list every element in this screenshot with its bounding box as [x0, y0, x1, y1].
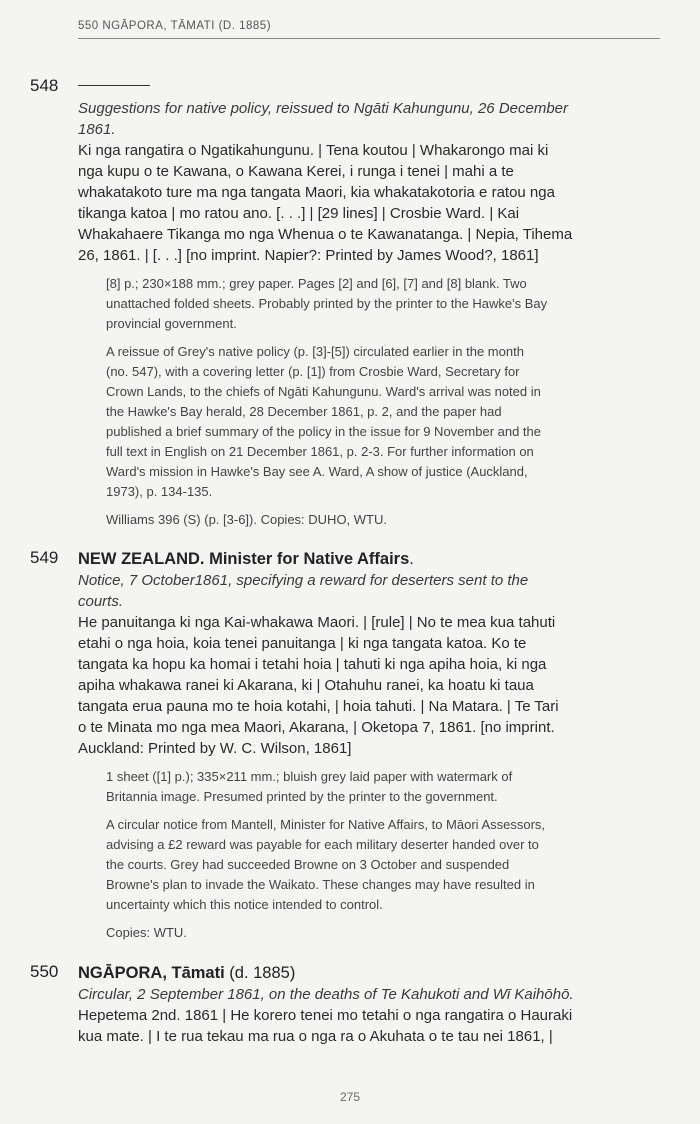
entry-note: the Hawke's Bay herald, 28 December 1861, p. 2, and the paper had [106, 404, 502, 419]
entry-note: the courts. Grey had succeeded Browne on 3 October and suspended [106, 857, 510, 872]
entry-text: nga kupu o te Kawana, o Kawana Kerei, i runga i tenei | mahi a te [78, 163, 514, 180]
entry-text: Hepetema 2nd. 1861 | He korero tenei mo tetahi o nga rangatira o Hauraki [78, 1007, 573, 1024]
entry-text: apiha whakawa ranei ki Akarana, ki | Otahuhu ranei, ka hoatu ki taua [78, 677, 534, 694]
entry-heading-name: NGĀPORA, Tāmati [78, 964, 225, 982]
page-number: 275 [339, 1090, 361, 1104]
entry-dash [78, 76, 660, 98]
entry-note: Williams 396 (S) (p. [3-6]). Copies: DUHO, WTU. [106, 512, 387, 527]
entry-heading-name: NEW ZEALAND. Minister for Native Affairs [78, 550, 410, 568]
entry-title: courts. [78, 593, 124, 610]
entry-note: A reissue of Grey's native policy (p. [3]-[5]) circulated earlier in the month [106, 344, 524, 359]
running-head: 550 NGĀPORA, TĀMATI (D. 1885) [78, 20, 660, 39]
entry-note: Copies: WTU. [106, 925, 187, 940]
entry-note: advising a £2 reward was payable for each military deserter handed over to [106, 837, 539, 852]
entry-heading [78, 962, 660, 984]
entry-title: Suggestions for native policy, reissued to Ngāti Kahungunu, 26 December [78, 100, 569, 117]
entry-note: provincial government. [106, 316, 237, 331]
entry-note: A circular notice from Mantell, Minister for Native Affairs, to Māori Assessors, [106, 817, 546, 832]
entry-note: Crown Lands, to the chiefs of Ngāti Kahungunu. Ward's arrival was noted in [106, 384, 541, 399]
entry-note: published a brief summary of the policy in the issue for 9 November and the [106, 424, 542, 439]
entry-note: uncertainty which this notice intended to control. [106, 897, 383, 912]
entry-note: [8] p.; 230×188 mm.; grey paper. Pages [2] and [6], [7] and [8] blank. Two [106, 276, 527, 291]
entry-note: 1973), p. 134-135. [106, 484, 213, 499]
entry-note: Britannia image. Presumed printed by the printer to the government. [106, 789, 498, 804]
entry-text: Whakahaere Tikanga mo nga Whenua o te Kawanatanga. | Nepia, Tihema [78, 226, 573, 243]
entry-text: kua mate. | I te rua tekau ma rua o nga ra o Akuhata o te tau nei 1861, | [78, 1028, 553, 1045]
entry-number: 549 [30, 548, 59, 567]
entry-title: Notice, 7 October1861, specifying a reward for deserters sent to the [78, 572, 529, 589]
entry-note: Ward's mission in Hawke's Bay see A. Ward, A show of justice (Auckland, [106, 464, 528, 479]
entry-text: 26, 1861. | [. . .] [no imprint. Napier?: Printed by James Wood?, 1861] [78, 247, 539, 264]
entry-note: (no. 547), with a covering letter (p. [1]) from Crosbie Ward, Secretary for [106, 364, 520, 379]
entry-heading-rest: (d. 1885) [224, 964, 296, 982]
entry-note: unattached folded sheets. Probably printed by the printer to the Hawke's Bay [106, 296, 548, 311]
entry-text: Auckland: Printed by W. C. Wilson, 1861] [78, 740, 352, 757]
entry-note: full text in English on 21 December 1861, p. 2-3. For further information on [106, 444, 534, 459]
entry-text: tikanga katoa | mo ratou ano. [. . .] | [29 lines] | Crosbie Ward. | Kai [78, 205, 520, 222]
entry-text: tangata erua pauna mo te hoia kotahi, | hoia tahuti. | Na Matara. | Te Tari [78, 698, 559, 715]
entry-heading-rest: . [409, 550, 414, 568]
entry-title: Circular, 2 September 1861, on the deaths of Te Kahukoti and Wī Kaihōhō. [78, 986, 574, 1003]
entry-text: Ki nga rangatira o Ngatikahungunu. | Tena koutou | Whakarongo mai ki [78, 142, 549, 159]
entry-note: 1 sheet ([1] p.); 335×211 mm.; bluish grey laid paper with watermark of [106, 769, 513, 784]
entry-text: He panuitanga ki nga Kai-whakawa Maori. | [rule] | No te mea kua tahuti [78, 614, 556, 631]
entry-text: o te Minata mo nga mea Maori, Akarana, | Oketopa 7, 1861. [no imprint. [78, 719, 555, 736]
entry-note: Browne's plan to invade the Waikato. These changes may have resulted in [106, 877, 535, 892]
entry-number: 548 [30, 76, 59, 95]
entry-text: tangata ka hopu ka homai i tetahi hoia | tahuti ki nga apiha hoia, ki nga [78, 656, 547, 673]
entry-heading [78, 548, 660, 570]
entry-text: etahi o nga hoia, koia tenei panuitanga | ki nga tangata katoa. Ko te [78, 635, 527, 652]
entry-number: 550 [30, 962, 59, 981]
entry-title: 1861. [78, 121, 116, 138]
entry-text: whakatakoto ture ma nga tangata Maori, kia whakatakotoria e ratou nga [78, 184, 555, 201]
